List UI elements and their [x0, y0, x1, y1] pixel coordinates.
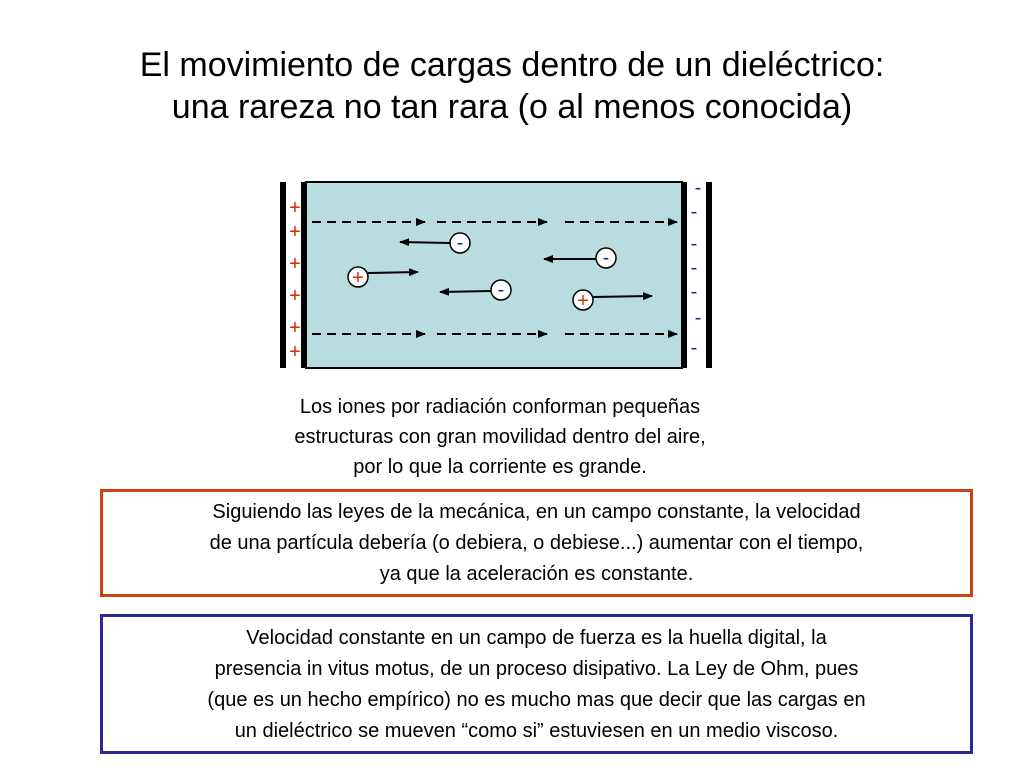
diagram-caption	[200, 392, 800, 482]
ohm-line-3: (que es un hecho empírico) no es mucho mas que decir que las cargas en	[207, 689, 866, 711]
plate-plus-4: +	[289, 285, 301, 307]
negative-ion-1-sign: -	[456, 232, 464, 254]
plate-plus-5: +	[289, 317, 301, 339]
plate-minus-3: -	[690, 233, 698, 255]
right-plate-outer	[706, 182, 712, 368]
plate-minus-4: -	[690, 257, 698, 279]
mechanics-line-1: Siguiendo las leyes de la mecánica, en un campo constante, la velocidad	[212, 501, 861, 523]
plate-plus-3: +	[289, 253, 301, 275]
plate-plus-2: +	[289, 221, 301, 243]
ohm-law-note-box	[100, 614, 973, 754]
plate-plus-6: +	[289, 341, 301, 363]
caption-line-1: Los iones por radiación conforman pequeñas	[299, 396, 701, 418]
ohm-line-1: Velocidad constante en un campo de fuerza es la huella digital, la	[246, 627, 827, 649]
negative-ion-2-sign: -	[602, 247, 610, 269]
left-plate-outer	[280, 182, 286, 368]
positive-ion-1-sign: +	[352, 267, 364, 289]
ohm-line-4: un dieléctrico se mueven “como si” estuviesen en un medio viscoso.	[234, 720, 839, 742]
title-line-2: una rareza no tan rara (o al menos conocida)	[171, 88, 853, 126]
caption-line-2: estructuras con gran movilidad dentro del aire,	[294, 426, 706, 448]
positive-ion-2-sign: +	[577, 290, 589, 312]
mechanics-line-3: ya que la aceleración es constante.	[379, 563, 694, 585]
plate-minus-2: -	[690, 201, 698, 223]
positive-ion-2-arrow	[593, 296, 652, 297]
positive-ion-1-arrow	[368, 272, 418, 273]
mechanics-line-2: de una partícula debería (o debiera, o debiese...) aumentar con el tiempo,	[209, 532, 864, 554]
plate-minus-6: -	[694, 307, 702, 329]
negative-ion-3-sign: -	[497, 279, 505, 301]
plate-minus-1: -	[694, 177, 702, 199]
left-plate-inner	[301, 182, 307, 368]
caption-line-3: por lo que la corriente es grande.	[353, 456, 647, 478]
mechanics-note-box	[100, 489, 973, 597]
plate-minus-5: -	[690, 281, 698, 303]
title-line-1: El movimiento de cargas dentro de un dieléctrico:	[139, 46, 885, 84]
negative-ion-3-arrow	[440, 291, 491, 292]
ohm-line-2: presencia in vitus motus, de un proceso disipativo. La Ley de Ohm, pues	[214, 658, 859, 680]
plate-minus-7: -	[690, 337, 698, 359]
right-plate-inner	[681, 182, 687, 368]
plate-plus-1: +	[289, 197, 301, 219]
negative-ion-1-arrow	[400, 242, 450, 243]
